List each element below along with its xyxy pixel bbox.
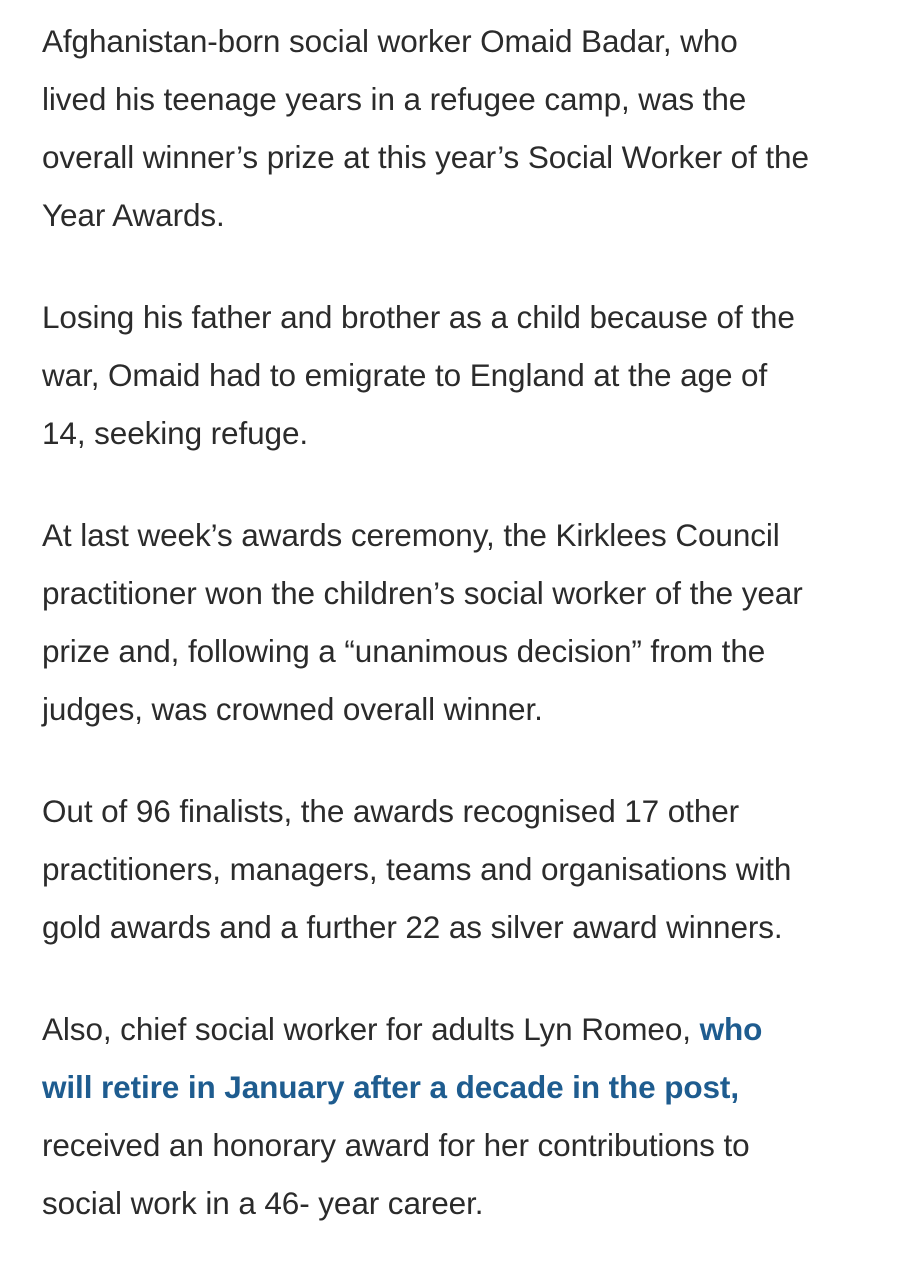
text-line: war, Omaid had to emigrate to England at the age of xyxy=(42,357,768,393)
text-line: overall winner’s prize at this year’s Social Worker of the xyxy=(42,139,809,175)
retirement-article-link[interactable]: will retire in January after a decade in the post, xyxy=(42,1069,739,1105)
paragraph-1 xyxy=(42,12,887,244)
text-line: lived his teenage years in a refugee camp, was the xyxy=(42,81,747,117)
text-line: 14, seeking refuge. xyxy=(42,415,309,451)
retirement-article-link[interactable]: who xyxy=(699,1011,763,1047)
paragraph-5 xyxy=(42,1000,887,1232)
text-line: judges, was crowned overall winner. xyxy=(42,691,543,727)
text-line: At last week’s awards ceremony, the Kirklees Council xyxy=(42,517,780,553)
paragraph-3 xyxy=(42,506,887,738)
paragraph-2 xyxy=(42,288,887,462)
text-line: practitioner won the children’s social worker of the year xyxy=(42,575,803,611)
text-line xyxy=(42,1000,887,1058)
text-line: Afghanistan-born social worker Omaid Badar, who xyxy=(42,23,738,59)
text-segment: Also, chief social worker for adults Lyn Romeo, xyxy=(42,1011,700,1047)
text-line xyxy=(42,1058,887,1116)
text-line: gold awards and a further 22 as silver award winners. xyxy=(42,909,783,945)
text-line: Year Awards. xyxy=(42,197,225,233)
text-line: social work in a 46- year career. xyxy=(42,1185,484,1221)
text-line: practitioners, managers, teams and organisations with xyxy=(42,851,792,887)
text-line: received an honorary award for her contributions to xyxy=(42,1127,750,1163)
text-line: Losing his father and brother as a child because of the xyxy=(42,299,795,335)
text-line: prize and, following a “unanimous decision” from the xyxy=(42,633,766,669)
paragraph-4 xyxy=(42,782,887,956)
text-line: Out of 96 finalists, the awards recognised 17 other xyxy=(42,793,740,829)
